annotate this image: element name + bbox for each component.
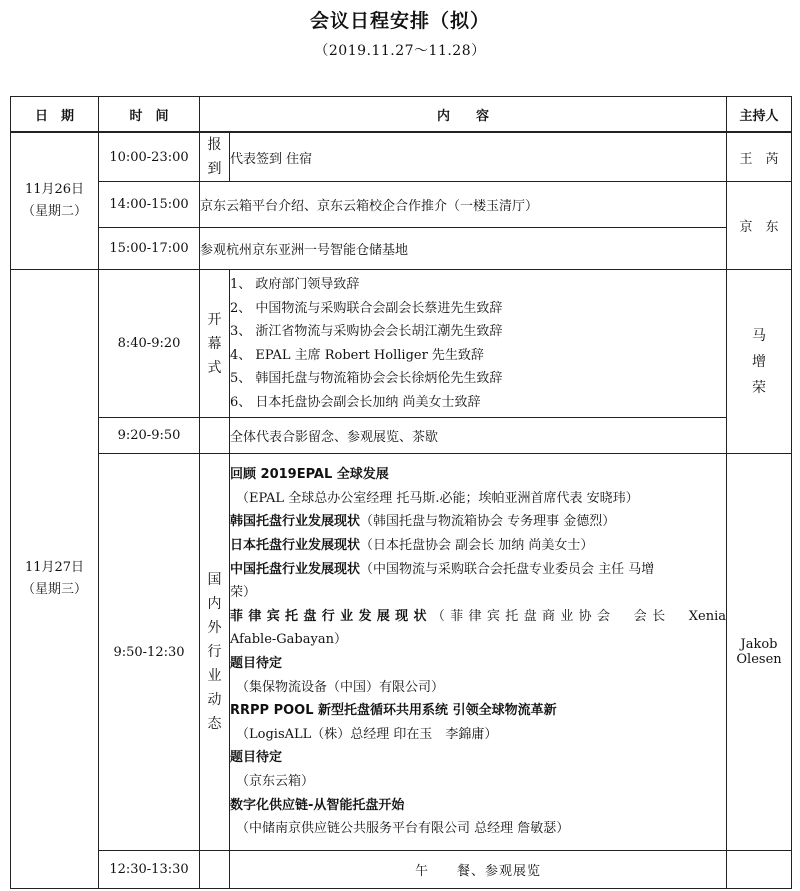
- page-title: 会议日程安排（拟）: [309, 10, 490, 32]
- topic-speaker: （EPAL 全球总办公室经理 托马斯.必能；埃帕亚洲首席代表 安晓玮）: [236, 490, 639, 506]
- table-row: [11, 132, 792, 182]
- header-time: 时 间: [99, 97, 200, 133]
- host-cell: 京 东: [727, 182, 792, 270]
- topic-line-cont: 荣）: [230, 585, 257, 601]
- table-header-row: [11, 97, 792, 133]
- date-day1: 11月26日: [24, 182, 85, 197]
- host-cell: 王 芮: [727, 132, 792, 182]
- label-industry: 国内外行业动态: [200, 454, 230, 851]
- host-industry-line2: Olesen: [736, 652, 782, 667]
- list-item: 1、 政府部门领导致辞: [230, 277, 360, 292]
- content-cell: 参观杭州京东亚洲一号智能仓储基地: [200, 228, 727, 270]
- topic-speaker: （LogisALL（株）总经理 印在玉 李錦庸）: [236, 726, 498, 742]
- host-opening: 马增荣: [752, 327, 767, 396]
- topic-line: 日本托盘行业发展现状（日本托盘协会 副会长 加纳 尚美女士）: [230, 538, 594, 554]
- header-date: 日 期: [11, 97, 99, 133]
- weekday-day2: （星期三）: [21, 582, 87, 597]
- host-cell: [727, 270, 792, 454]
- topic-speaker: （集保物流设备（中国）有限公司）: [236, 679, 445, 695]
- topic-line-cont: Afable-Gabayan）: [230, 632, 347, 648]
- header-content: 内 容: [200, 97, 727, 133]
- table-row: [11, 454, 792, 851]
- topic-title: 题目待定: [230, 750, 283, 766]
- table-row: [11, 228, 792, 270]
- empty-label-cell: [200, 851, 230, 889]
- time-cell: 9:50-12:30: [99, 454, 200, 851]
- topic-title: 回顾 2019EPAL 全球发展: [230, 467, 389, 483]
- list-item: 5、 韩国托盘与物流箱协会会长徐炳伦先生致辞: [230, 371, 503, 386]
- topic-speaker: （中储南京供应链公共服务平台有限公司 总经理 詹敏瑟）: [236, 821, 570, 837]
- empty-host-cell: [727, 851, 792, 889]
- content-cell: 京东云箱平台介绍、京东云箱校企合作推介（一楼玉清厅）: [200, 182, 727, 228]
- table-row: [11, 851, 792, 889]
- time-cell: 8:40-9:20: [99, 270, 200, 418]
- date-cell-day1: [11, 132, 99, 270]
- table-row: [11, 182, 792, 228]
- topic-title: 题目待定: [230, 656, 283, 671]
- topic-title: 数字化供应链-从智能托盘开始: [230, 797, 405, 813]
- time-cell: 14:00-15:00: [99, 182, 200, 228]
- label-opening: 开幕式: [200, 270, 230, 418]
- content-cell: 全体代表合影留念、参观展览、茶歇: [230, 418, 727, 454]
- topic-title: RRPP POOL 新型托盘循环共用系统 引领全球物流革新: [230, 703, 557, 719]
- opening-list: [230, 270, 727, 418]
- empty-label-cell: [200, 418, 230, 454]
- time-cell: 10:00-23:00: [99, 132, 200, 182]
- topic-line: 韩国托盘行业发展现状（韩国托盘与物流箱协会 专务理事 金德烈）: [230, 514, 616, 530]
- content-cell: 午 餐、参观展览: [230, 851, 727, 889]
- table-row: [11, 270, 792, 418]
- table-row: [11, 418, 792, 454]
- time-cell: 12:30-13:30: [99, 851, 200, 889]
- list-item: 3、 浙江省物流与采购协会会长胡江潮先生致辞: [230, 324, 503, 339]
- topic-line: 菲律宾托盘行业发展现状（菲律宾托盘商业协会 会长 Xenia: [230, 608, 726, 624]
- weekday-day1: （星期二）: [21, 204, 87, 219]
- page-subtitle: （2019.11.27～11.28）: [314, 43, 486, 59]
- date-cell-day2: [11, 270, 99, 889]
- host-industry-line1: Jakob: [740, 637, 778, 652]
- label-registration: 报到: [200, 132, 230, 182]
- industry-list: [230, 454, 727, 851]
- list-item: 4、 EPAL 主席 Robert Holliger 先生致辞: [230, 347, 484, 363]
- date-day2: 11月27日: [24, 560, 85, 575]
- topic-speaker: （京东云箱）: [236, 773, 315, 789]
- schedule-table: [10, 96, 792, 889]
- host-cell: [727, 454, 792, 851]
- content-cell: 代表签到 住宿: [230, 132, 727, 182]
- list-item: 2、 中国物流与采购联合会副会长蔡进先生致辞: [230, 300, 503, 316]
- topic-line: 中国托盘行业发展现状（中国物流与采购联合会托盘专业委员会 主任 马增: [230, 561, 655, 577]
- header-host: 主持人: [727, 97, 792, 133]
- list-item: 6、 日本托盘协会副会长加纳 尚美女士致辞: [230, 394, 481, 410]
- time-cell: 9:20-9:50: [99, 418, 200, 454]
- time-cell: 15:00-17:00: [99, 228, 200, 270]
